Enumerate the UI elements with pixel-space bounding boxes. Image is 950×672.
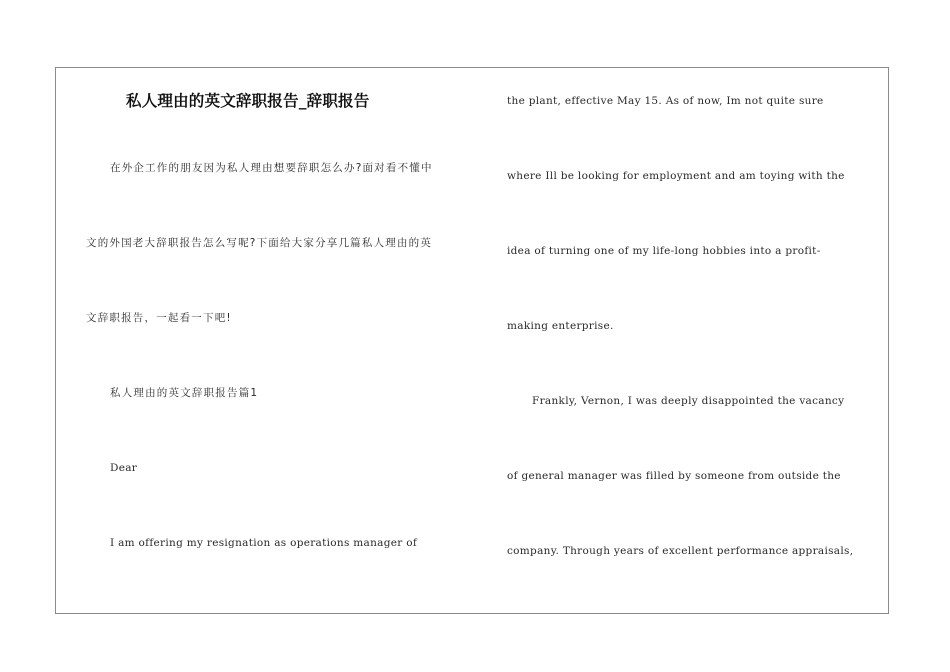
letter-body-line: idea of turning one of my life-long hobbies into a profit-	[507, 245, 821, 257]
salutation: Dear	[110, 462, 138, 474]
letter-body-line: I am offering my resignation as operations manager of	[110, 537, 418, 549]
letter-body-line: making enterprise.	[507, 320, 614, 332]
page-frame	[55, 67, 889, 614]
section-heading: 私人理由的英文辞职报告篇1	[110, 387, 259, 399]
left-paragraph-line: 在外企工作的朋友因为私人理由想要辞职怎么办?面对看不懂中	[110, 162, 433, 174]
left-paragraph-line: 文的外国老大辞职报告怎么写呢?下面给大家分享几篇私人理由的英	[86, 237, 433, 249]
letter-body-line: the plant, effective May 15. As of now, Im not quite sure	[507, 95, 824, 107]
left-paragraph-line: 文辞职报告，一起看一下吧!	[86, 312, 232, 324]
letter-body-line: of general manager was filled by someone from outside the	[507, 470, 841, 482]
document-title: 私人理由的英文辞职报告_辞职报告	[126, 92, 370, 110]
letter-body-line: company. Through years of excellent performance appraisals,	[507, 545, 854, 557]
letter-body-line: Frankly, Vernon, I was deeply disappointed the vacancy	[532, 395, 845, 407]
letter-body-line: where Ill be looking for employment and am toying with the	[507, 170, 845, 182]
